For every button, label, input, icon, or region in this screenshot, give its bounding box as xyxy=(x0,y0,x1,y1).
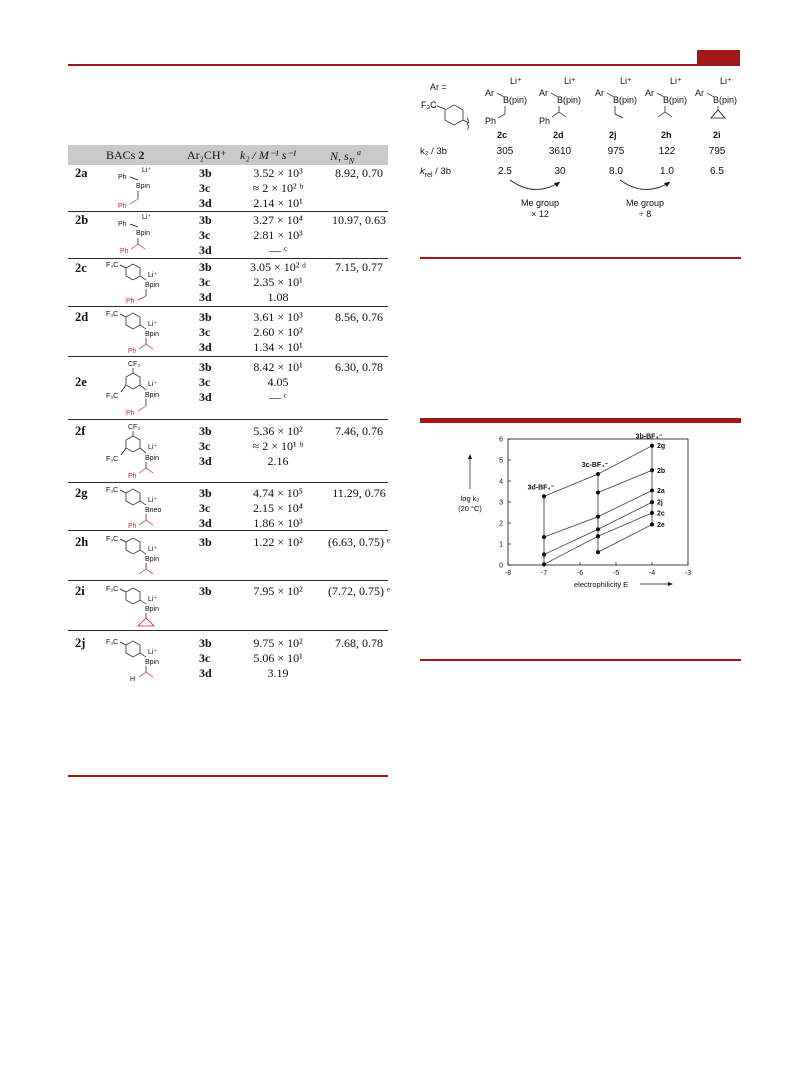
electrophile: 3c xyxy=(199,501,211,515)
svg-text:Li⁺: Li⁺ xyxy=(720,76,732,86)
svg-text:Bpin: Bpin xyxy=(145,392,160,399)
k2-value: 2.15 × 10⁴ xyxy=(253,501,303,515)
svg-text:Bpin: Bpin xyxy=(145,606,160,613)
structure-2i xyxy=(100,583,200,628)
electrophile-label: 3c-BF₄⁻ xyxy=(581,462,609,470)
curved-arrows xyxy=(415,176,745,206)
electrophile: 3d xyxy=(199,666,212,680)
electrophile: 3b xyxy=(199,166,212,180)
n-sn-value: 8.92, 0.70 xyxy=(335,166,383,180)
k2-value: 2.14 × 10¹ xyxy=(253,196,303,210)
electrophile: 3d xyxy=(199,196,212,210)
x-tick-label: -7 xyxy=(540,570,548,577)
row-divider xyxy=(68,482,388,483)
svg-text:2i: 2i xyxy=(713,130,721,140)
x-axis-label: electrophilicity E xyxy=(574,580,629,589)
k2-value: 2.60 × 10² xyxy=(253,325,303,339)
krel-row-label: $k_{rel} / 3b$ xyxy=(420,166,452,179)
data-point xyxy=(542,494,546,498)
lfer-chart-svg xyxy=(440,425,730,595)
data-point xyxy=(650,511,654,515)
svg-text:B(pin): B(pin) xyxy=(613,95,638,105)
k2-value: 1.34 × 10¹ xyxy=(253,340,303,354)
electrophile: 3c xyxy=(199,228,211,242)
x-tick-label: -4 xyxy=(648,570,656,577)
svg-text:Li⁺: Li⁺ xyxy=(148,649,158,656)
data-point xyxy=(596,527,600,531)
svg-text:Li⁺: Li⁺ xyxy=(148,272,158,279)
y-axis-arrowhead xyxy=(468,454,472,459)
y-tick-label: 0 xyxy=(499,562,503,570)
svg-text:B(pin): B(pin) xyxy=(557,95,582,105)
series-label: 2j xyxy=(657,499,663,507)
structure-2a xyxy=(100,166,200,210)
electrophile: 3b xyxy=(199,486,212,500)
compound-id: 2c xyxy=(75,261,87,275)
compound-id: 2b xyxy=(75,213,89,227)
header-rule xyxy=(68,64,740,66)
svg-text:Ph: Ph xyxy=(128,473,137,480)
structure-2h xyxy=(100,533,200,578)
svg-text:Ar: Ar xyxy=(539,88,548,98)
n-sn-value: 10.97, 0.63 xyxy=(332,213,386,227)
k2-value: 9.75 × 10² xyxy=(253,636,303,650)
k2-value: 2.16 xyxy=(267,454,289,468)
me-group-label-2: Me group ÷ 8 xyxy=(625,198,665,219)
svg-text:Bpin: Bpin xyxy=(145,331,160,338)
y-tick-label: 1 xyxy=(499,541,503,549)
svg-text:Li⁺: Li⁺ xyxy=(510,76,522,86)
svg-text:2c: 2c xyxy=(497,130,508,140)
svg-text:Ph: Ph xyxy=(485,116,497,126)
k2-value: 795 xyxy=(708,146,726,157)
reactivity-scheme xyxy=(415,70,745,255)
k2-value: 2.81 × 10³ xyxy=(253,228,303,242)
row-divider xyxy=(68,580,388,581)
structure-2g xyxy=(100,484,200,529)
compound-id: 2e xyxy=(75,375,87,389)
series-label: 2c xyxy=(657,510,665,518)
krel-value: 1.0 xyxy=(660,166,674,177)
svg-text:Ph: Ph xyxy=(118,203,127,210)
electrophile-label: 3b-BF₄⁻ xyxy=(635,433,663,441)
svg-text:B(pin): B(pin) xyxy=(713,95,738,105)
electrophile: 3d xyxy=(199,243,212,257)
svg-text:Ph: Ph xyxy=(539,116,551,126)
y-axis-label-temp: (20 °C) xyxy=(458,504,482,513)
header-electrophile: Ar₂CH⁺ xyxy=(187,148,227,162)
row-divider xyxy=(68,306,388,307)
k2-value: — ᶜ xyxy=(268,390,288,404)
data-point xyxy=(650,444,654,448)
k2-value: 1.86 × 10³ xyxy=(253,516,303,530)
data-point xyxy=(596,534,600,538)
svg-text:Ph: Ph xyxy=(118,174,127,181)
row-divider xyxy=(68,211,388,212)
svg-text:Bpin: Bpin xyxy=(145,659,160,666)
svg-text:F₃C: F₃C xyxy=(106,393,119,400)
structure-2e xyxy=(100,358,200,418)
svg-text:Li⁺: Li⁺ xyxy=(148,444,158,451)
svg-text:Li⁺: Li⁺ xyxy=(148,321,158,328)
structure-2c xyxy=(100,259,200,305)
data-point xyxy=(542,535,546,539)
electrophile: 3b xyxy=(199,636,212,650)
svg-text:Li⁺: Li⁺ xyxy=(620,76,632,86)
compound-id: 2h xyxy=(75,535,89,549)
electrophile: 3b xyxy=(199,424,212,438)
k2-value: 2.35 × 10¹ xyxy=(253,275,303,289)
svg-text:Bpin: Bpin xyxy=(145,556,160,563)
k2-value: 5.36 × 10² xyxy=(253,424,303,438)
electrophile: 3c xyxy=(199,181,211,195)
series-line xyxy=(598,524,652,552)
svg-text:Bpin: Bpin xyxy=(145,455,160,462)
electrophile: 3b xyxy=(199,584,212,598)
y-tick-label: 4 xyxy=(499,478,503,486)
header-k2: k₂ / M⁻¹ s⁻¹ xyxy=(240,148,297,162)
svg-text:CF₃: CF₃ xyxy=(128,361,141,368)
y-axis-label: log k₂ xyxy=(460,494,480,503)
electrophile: 3d xyxy=(199,454,212,468)
svg-text:Ar: Ar xyxy=(485,88,494,98)
electrophile: 3d xyxy=(199,516,212,530)
svg-text:F₃C: F₃C xyxy=(106,487,119,494)
n-sn-value: (6.63, 0.75) ᵉ xyxy=(327,535,391,549)
k2-value: 3.05 × 10² ᵈ xyxy=(249,260,307,274)
svg-text:Bneo: Bneo xyxy=(145,507,162,514)
svg-text:F₃C: F₃C xyxy=(106,456,119,463)
svg-text:Ph: Ph xyxy=(128,523,137,530)
k2-value: 305 xyxy=(496,146,514,157)
svg-text:Li⁺: Li⁺ xyxy=(142,214,152,221)
electrophile: 3b xyxy=(199,260,212,274)
compound-id: 2i xyxy=(75,584,85,598)
n-sn-value: 8.56, 0.76 xyxy=(335,310,383,324)
svg-text:Bpin: Bpin xyxy=(145,282,160,289)
row-divider xyxy=(68,630,388,631)
compound-id: 2g xyxy=(75,486,88,500)
series-label: 2a xyxy=(657,487,665,495)
electrophile: 3b xyxy=(199,310,212,324)
svg-text:F₃C: F₃C xyxy=(106,586,119,593)
svg-text:Ph: Ph xyxy=(120,248,129,255)
svg-text:Ph: Ph xyxy=(126,410,135,417)
data-point xyxy=(596,490,600,494)
series-line xyxy=(598,470,652,492)
k2-value: 4.05 xyxy=(267,375,289,389)
svg-text:F₃C: F₃C xyxy=(106,311,119,318)
svg-text:B(pin): B(pin) xyxy=(663,95,688,105)
x-tick-label: -3 xyxy=(684,570,692,577)
chart-top-rule xyxy=(420,418,741,423)
svg-text:2d: 2d xyxy=(553,130,564,140)
svg-text:Bpin: Bpin xyxy=(136,230,151,237)
x-axis-arrowhead xyxy=(668,582,673,586)
table-bottom-rule xyxy=(68,775,388,777)
svg-text:Ar: Ar xyxy=(595,88,604,98)
svg-text:Li⁺: Li⁺ xyxy=(148,546,158,553)
svg-text:Li⁺: Li⁺ xyxy=(148,381,158,388)
svg-text:CF₃: CF₃ xyxy=(128,424,141,431)
svg-text:Ar: Ar xyxy=(695,88,704,98)
me-group-label-1: Me group × 12 xyxy=(520,198,560,219)
n-sn-value: 7.68, 0.78 xyxy=(335,636,383,650)
chart-bottom-rule xyxy=(420,659,741,661)
data-point xyxy=(596,550,600,554)
svg-text:Li⁺: Li⁺ xyxy=(148,497,158,504)
row-divider xyxy=(68,419,388,420)
k2-value: ≈ 2 × 10² ᵇ xyxy=(252,181,304,195)
k2-value: 3.52 × 10³ xyxy=(253,166,303,180)
krel-value: 8.0 xyxy=(609,166,623,177)
data-point xyxy=(596,515,600,519)
svg-text:H: H xyxy=(130,676,136,683)
k2-value: 3.19 xyxy=(267,666,289,680)
svg-text:Li⁺: Li⁺ xyxy=(148,596,158,603)
electrophile: 3d xyxy=(199,390,212,404)
svg-text:B(pin): B(pin) xyxy=(503,95,528,105)
svg-text:Ph: Ph xyxy=(126,298,135,305)
svg-text:Ph: Ph xyxy=(118,221,127,228)
electrophile: 3c xyxy=(199,439,211,453)
data-point xyxy=(650,468,654,472)
y-tick-label: 5 xyxy=(499,457,503,465)
svg-text:Ar: Ar xyxy=(645,88,654,98)
svg-text:Li⁺: Li⁺ xyxy=(670,76,682,86)
x-tick-label: -5 xyxy=(612,570,620,577)
electrophile: 3c xyxy=(199,651,211,665)
header-bacs: BACs 2 xyxy=(106,148,145,162)
k2-value: 4.74 × 10⁵ xyxy=(253,486,303,500)
svg-text:Ph: Ph xyxy=(128,348,137,355)
series-label: 2e xyxy=(657,521,665,529)
n-sn-value: 7.15, 0.77 xyxy=(335,260,383,274)
k2-value: 7.95 × 10² xyxy=(253,584,303,598)
krel-value: 6.5 xyxy=(710,166,724,177)
data-point xyxy=(542,562,546,566)
structure-2d xyxy=(100,308,200,355)
k2-value: 1.22 × 10² xyxy=(253,535,303,549)
series-label: 2b xyxy=(657,467,666,475)
k2-value: 3.61 × 10³ xyxy=(253,310,303,324)
electrophile: 3c xyxy=(199,325,211,339)
compound-id: 2f xyxy=(75,424,86,438)
scheme-bottom-rule xyxy=(420,257,741,259)
table-header xyxy=(68,145,388,165)
electrophile: 3b xyxy=(199,213,212,227)
k2-value: 3.27 × 10⁴ xyxy=(253,213,303,227)
compound-id: 2d xyxy=(75,310,89,324)
electrophile: 3d xyxy=(199,340,212,354)
k2-value: 3610 xyxy=(548,146,572,157)
compound-id: 2j xyxy=(75,636,86,650)
x-tick-label: -8 xyxy=(504,570,512,577)
k2-row-label: k₂ / 3b xyxy=(420,146,447,157)
lfer-chart xyxy=(440,425,730,595)
header-accent-bar xyxy=(697,50,740,65)
x-tick-label: -6 xyxy=(576,570,584,577)
data-point xyxy=(542,552,546,556)
n-sn-value: 7.46, 0.76 xyxy=(335,424,383,438)
k2-value: 8.42 × 10¹ xyxy=(253,360,303,374)
row-divider xyxy=(68,356,388,357)
krel-value: 2.5 xyxy=(498,166,512,177)
electrophile: 3b xyxy=(199,535,212,549)
electrophile: 3d xyxy=(199,290,212,304)
series-label: 2g xyxy=(657,443,666,451)
krel-value: 30 xyxy=(554,166,566,177)
svg-text:2h: 2h xyxy=(661,130,672,140)
k2-value: 975 xyxy=(607,146,625,157)
data-point xyxy=(650,522,654,526)
n-sn-value: (7.72, 0.75) ᵉ xyxy=(327,584,391,598)
n-sn-value: 11.29, 0.76 xyxy=(332,486,386,500)
electrophile: 3b xyxy=(199,360,212,374)
y-tick-label: 3 xyxy=(499,499,503,507)
row-divider xyxy=(68,530,388,531)
svg-text:Li⁺: Li⁺ xyxy=(564,76,576,86)
data-point xyxy=(650,488,654,492)
electrophile: 3c xyxy=(199,375,211,389)
svg-text:F₃C: F₃C xyxy=(106,262,119,269)
svg-text:F₃C: F₃C xyxy=(106,639,119,646)
svg-text:Ar =: Ar = xyxy=(430,82,447,92)
y-tick-label: 2 xyxy=(499,520,503,528)
svg-text:2j: 2j xyxy=(609,130,617,140)
structure-2f xyxy=(100,421,200,481)
data-point xyxy=(596,472,600,476)
n-sn-value: 6.30, 0.78 xyxy=(335,360,383,374)
structure-2j xyxy=(100,634,200,684)
electrophile-label: 3d-BF₄⁻ xyxy=(527,484,555,492)
svg-text:Li⁺: Li⁺ xyxy=(142,167,152,174)
k2-value: 1.08 xyxy=(267,290,289,304)
structure-2b xyxy=(100,213,200,257)
svg-text:F₃C: F₃C xyxy=(421,100,437,110)
svg-text:F₃C: F₃C xyxy=(106,536,119,543)
compound-id: 2a xyxy=(75,166,88,180)
y-tick-label: 6 xyxy=(499,436,503,444)
k2-value: — ᶜ xyxy=(268,243,288,257)
k2-value: ≈ 2 × 10¹ ᵇ xyxy=(252,439,304,453)
data-point xyxy=(650,500,654,504)
electrophile: 3c xyxy=(199,275,211,289)
k2-value: 122 xyxy=(658,146,676,157)
header-nsn: N, $s_N$ $^a$ xyxy=(330,148,362,166)
svg-text:Bpin: Bpin xyxy=(136,183,151,190)
k2-value: 5.06 × 10¹ xyxy=(253,651,303,665)
